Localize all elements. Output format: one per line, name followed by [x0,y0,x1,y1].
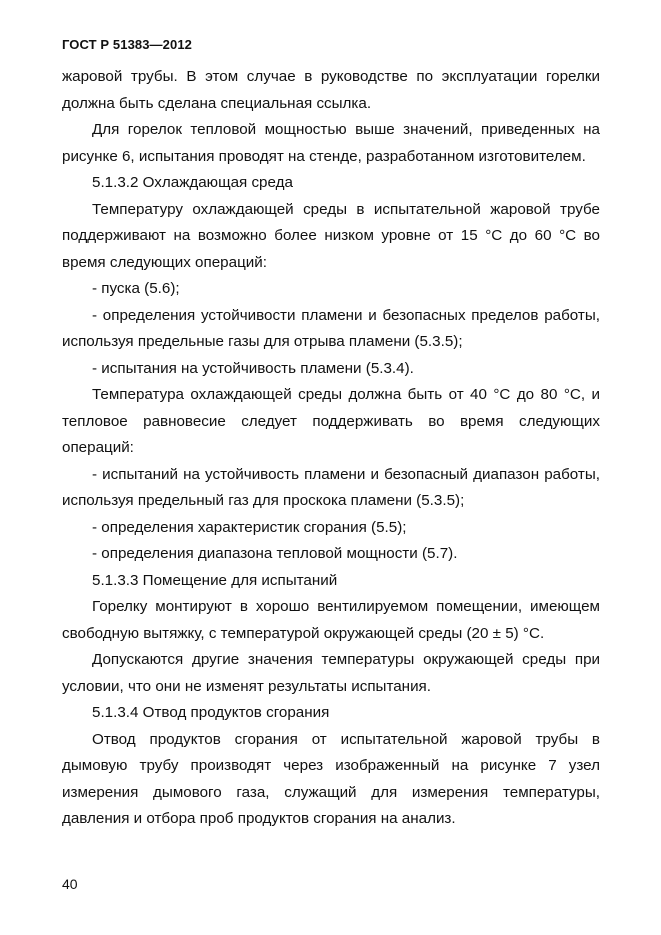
list-item: - испытания на устойчивость пламени (5.3.4). [92,359,414,377]
list-item: - испытаний на устойчивость пламени и безопасный диапазон работы, используя предельный газ для проскока пламени (5.3.5); [62,465,600,509]
list-item: - определения устойчивости пламени и безопасных пределов работы, используя предельные газы для отрыва пламени (5.3.5); [62,306,600,350]
paragraph: Для горелок тепловой мощностью выше значений, приведенных на рисунке 6, испытания проводят на стенде, разработанном изготовителем. [62,121,600,165]
paragraph: Допускаются другие значения температуры окружающей среды при условии, что они не изменят результаты испытания. [62,651,600,695]
paragraph: Горелку монтируют в хорошо вентилируемом помещении, имеющем свободную вытяжку, с температурой окружающей среды (20 ± 5) °С. [62,598,600,642]
section-heading-5-1-3-3: 5.1.3.3 Помещение для испытаний [92,571,338,589]
standard-code-header: ГОСТ Р 51383—2012 [62,37,192,52]
page-body [62,64,600,833]
list-item: - определения характеристик сгорания (5.5); [92,518,407,536]
paragraph: Отвод продуктов сгорания от испытательной жаровой трубы в дымовую трубу производят через изображенный на рисунке 7 узел измерения дымового газа, служащий для измерения температуры, давления и отбора проб продуктов сгорания на анализ. [62,730,600,827]
section-heading-5-1-3-4: 5.1.3.4 Отвод продуктов сгорания [92,704,330,721]
list-item: - пуска (5.6); [92,280,180,297]
paragraph: Температура охлаждающей среды должна быть от 40 °С до 80 °С, и тепловое равновесие следует поддерживать во время следующих операций: [62,386,600,456]
page-number: 40 [62,876,78,892]
paragraph-continuation: жаровой трубы. В этом случае в руководстве по эксплуатации горелки должна быть сделана специальная ссылка. [62,68,600,112]
list-item: - определения диапазона тепловой мощности (5.7). [92,545,458,562]
section-heading-5-1-3-2: 5.1.3.2 Охлаждающая среда [92,174,293,191]
paragraph: Температуру охлаждающей среды в испытательной жаровой трубе поддерживают на возможно более низком уровне от 15 °С до 60 °С во время следующих операций: [62,200,600,271]
